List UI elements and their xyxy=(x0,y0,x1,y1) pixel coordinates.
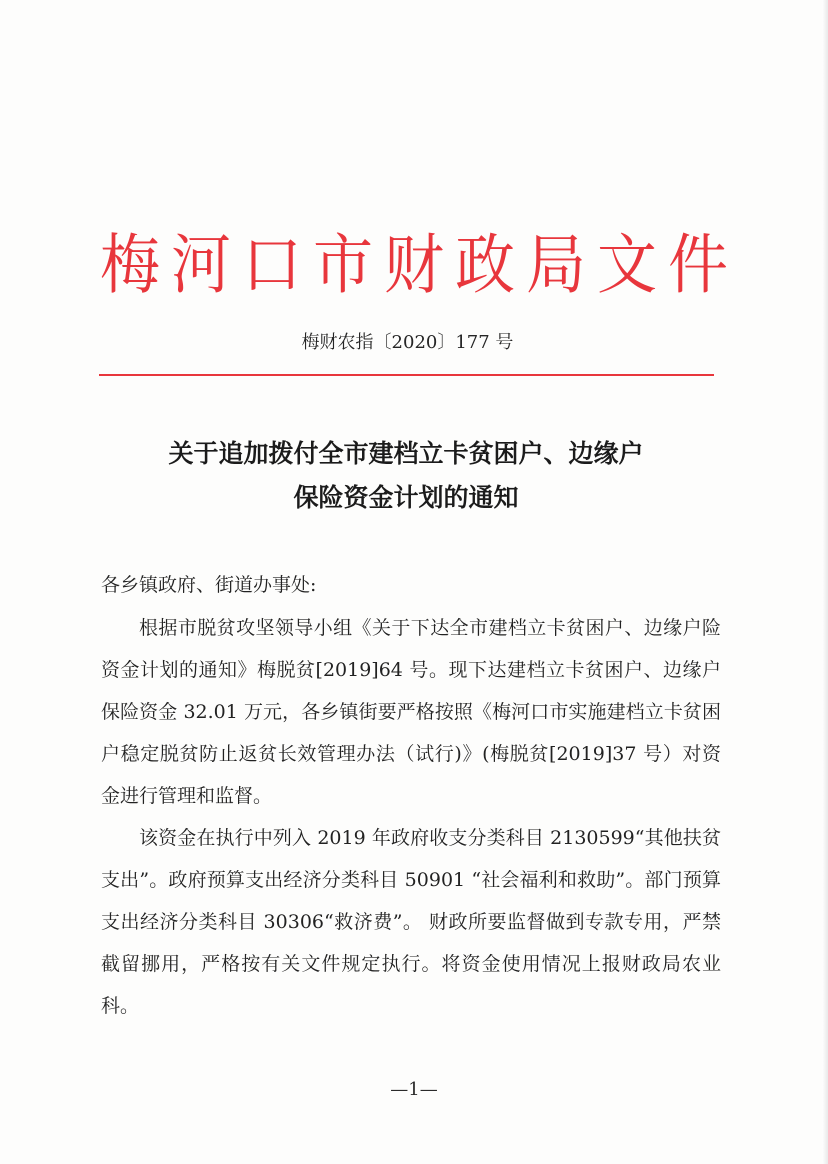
salutation: 各乡镇政府、街道办事处: xyxy=(101,574,317,596)
red-divider-line xyxy=(99,374,714,376)
page-number: —1— xyxy=(390,1079,438,1100)
letterhead-title: 梅河口市财政局文件 xyxy=(100,227,739,303)
notice-body xyxy=(101,564,721,1027)
notice-title xyxy=(96,432,716,520)
notice-title-line-1: 关于追加拨付全市建档立卡贫困户、边缘户 xyxy=(168,439,644,468)
document-number: 梅财农指〔2020〕177 号 xyxy=(301,332,514,353)
body-paragraph-1: 根据市脱贫攻坚领导小组《关于下达全市建档立卡贫困户、边缘户险资金计划的通知》梅脱贫[2019]64 号。现下达建档立卡贫困户、边缘户保险资金 32.01 万元，各乡镇街要严格按照《梅河口市实施建档立卡贫困户稳定脱贫防止返贫长效管理办法（试行)》(梅脱贫[2019]37 号）对资金进行管理和监督。 xyxy=(101,617,721,807)
body-paragraph-2: 该资金在执行中列入 2019 年政府收支分类科目 2130599“其他扶贫支出”。政府预算支出经济分类科目 50901 “社会福利和救助”。部门预算支出经济分类科目 30306“救济费”。 财政所要监督做到专款专用，严禁截留挪用，严格按有关文件规定执行。将资金使用情况上报财政局农业科。 xyxy=(101,827,721,1017)
page-edge-shadow xyxy=(822,0,828,1164)
notice-title-line-2: 保险资金计划的通知 xyxy=(293,483,519,512)
